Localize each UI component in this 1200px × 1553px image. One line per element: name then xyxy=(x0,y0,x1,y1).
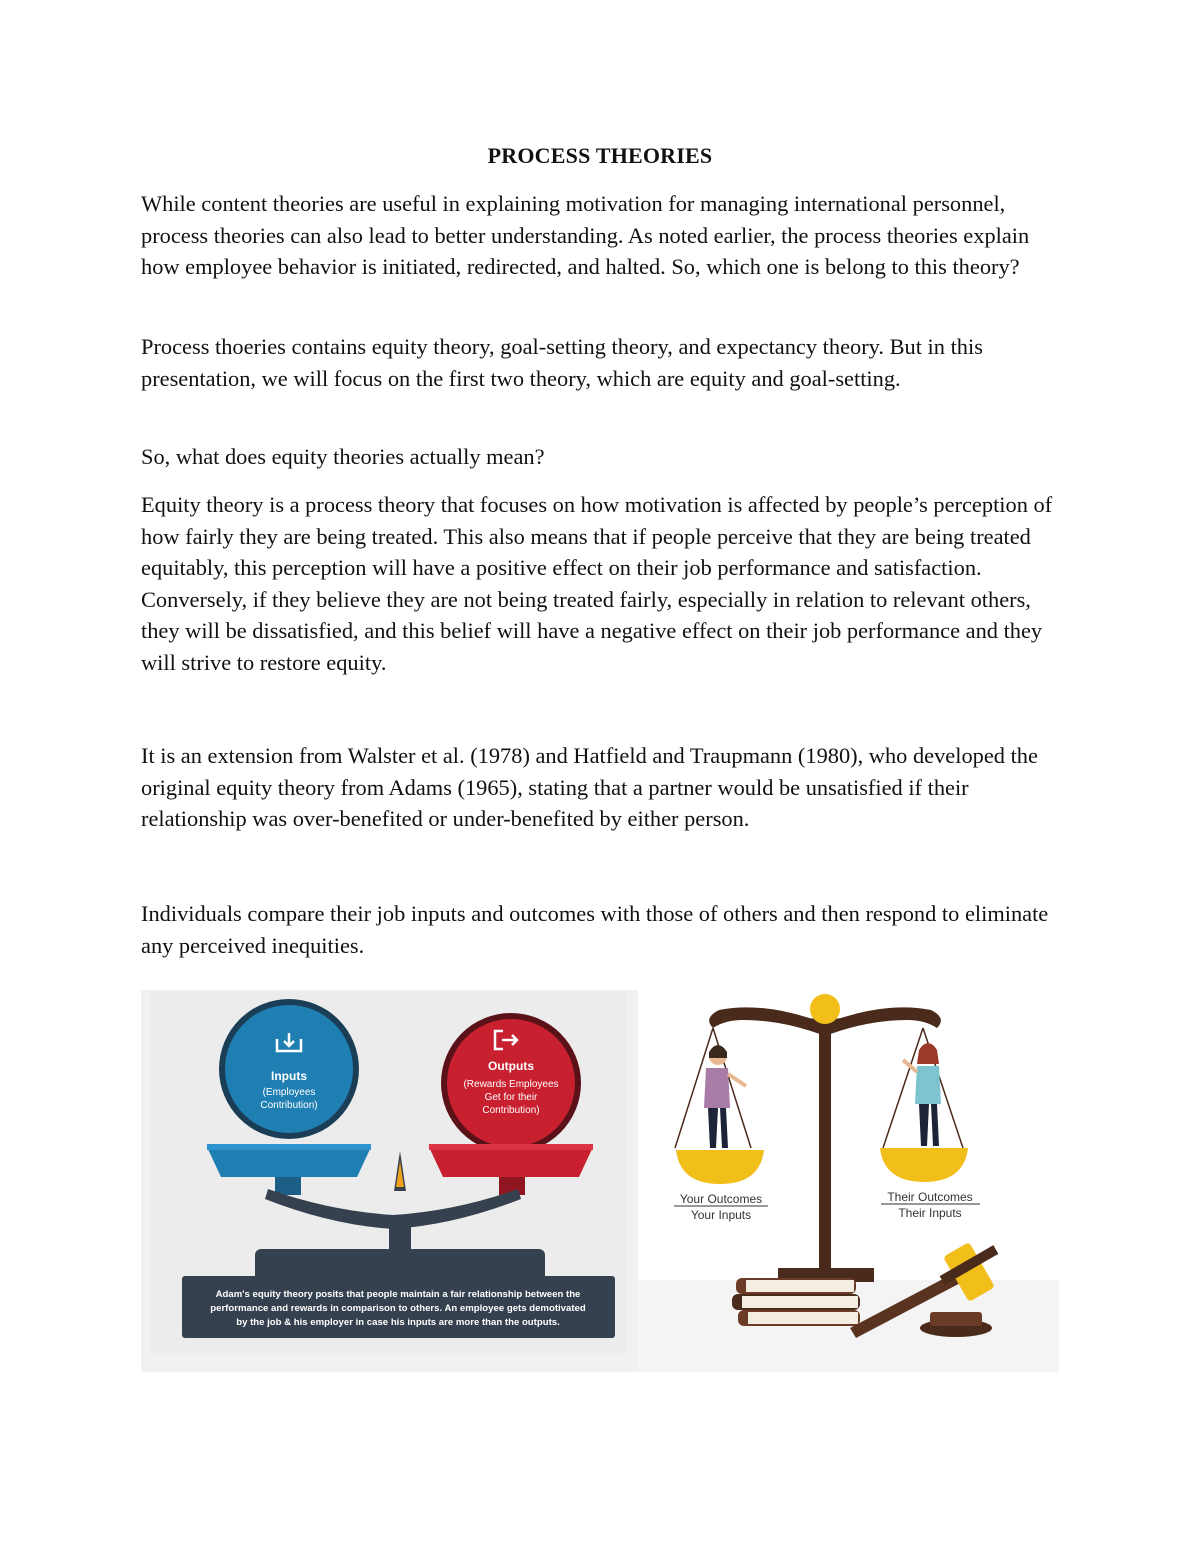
inputs-subtitle-line2: Contribution) xyxy=(260,1100,318,1111)
paragraph-comparison: Individuals compare their job inputs and outcomes with those of others and then respond to eliminate any perceived inequities. xyxy=(141,901,1049,958)
page-title: PROCESS THEORIES xyxy=(487,143,713,168)
their-outcomes-label: Their Outcomes xyxy=(887,1190,973,1204)
justice-scale-image xyxy=(638,990,1059,1372)
woman-left-figure xyxy=(704,1045,746,1148)
outputs-pan xyxy=(429,1147,593,1177)
outputs-subtitle-line2: Get for their xyxy=(484,1092,538,1103)
caption-line3: by the job & his employer in case his inputs are more than the outputs. xyxy=(236,1317,560,1328)
books-stack xyxy=(732,1278,860,1326)
scale-top-knob xyxy=(810,994,840,1024)
inputs-outputs-balance-image xyxy=(150,991,627,1353)
outputs-title: Outputs xyxy=(488,1059,534,1073)
inputs-title: Inputs xyxy=(271,1069,307,1083)
outputs-subtitle-line3: Contribution) xyxy=(482,1105,540,1116)
woman-right-figure xyxy=(903,1043,941,1146)
equity-theory-figure xyxy=(141,990,1059,1372)
balance-stand xyxy=(389,1221,411,1249)
balance-illustration xyxy=(150,991,627,1353)
your-pan xyxy=(676,1150,764,1184)
paragraph-intro: While content theories are useful in explaining motivation for managing international personnel, process theories can also lead to better understanding. As noted earlier, the process theories explain how employee behavior is initiated, redirected, and halted. So, which one is belong to this theory? xyxy=(141,191,1030,279)
paragraph-process-theories: Process thoeries contains equity theory, goal-setting theory, and expectancy theory. But in this presentation, we will focus on the first two theory, which are equity and goal-setting. xyxy=(141,334,983,391)
their-pan xyxy=(880,1148,968,1182)
your-outcomes-label: Your Outcomes xyxy=(679,1192,763,1206)
paragraph-equity-definition: Equity theory is a process theory that focuses on how motivation is affected by people’s perception of how fairly they are being treated. This also means that if people perceive that they are being treated equitably, this perception will have a positive effect on their job performance and satisfaction. Conversely, if they believe they are not being treated fairly, especially in relation to relevant others, they will be dissatisfied, and this belief will have a negative effect on their job performance and they will strive to restore equity. xyxy=(141,492,1053,675)
scale-pole xyxy=(819,1024,831,1274)
their-inputs-label: Their Inputs xyxy=(898,1206,962,1220)
paragraph-question: So, what does equity theories actually mean? xyxy=(141,444,545,469)
justice-scale-illustration xyxy=(638,990,1059,1372)
paragraph-extension: It is an extension from Walster et al. (1978) and Hatfield and Traupmann (1980), who developed the original equity theory from Adams (1965), stating that a partner would be unsatisfied if their relationship was over-benefited or under-benefited by either person. xyxy=(141,743,1038,831)
inputs-subtitle-line1: (Employees xyxy=(262,1087,316,1098)
inputs-pan xyxy=(207,1147,371,1177)
your-inputs-label: Your Inputs xyxy=(690,1208,752,1222)
outputs-subtitle-line1: (Rewards Employees xyxy=(463,1079,559,1090)
caption-line2: performance and rewards in comparison to others. An employee gets demotivated xyxy=(210,1303,586,1314)
caption-line1: Adam's equity theory posits that people maintain a fair relationship between the xyxy=(215,1289,581,1300)
